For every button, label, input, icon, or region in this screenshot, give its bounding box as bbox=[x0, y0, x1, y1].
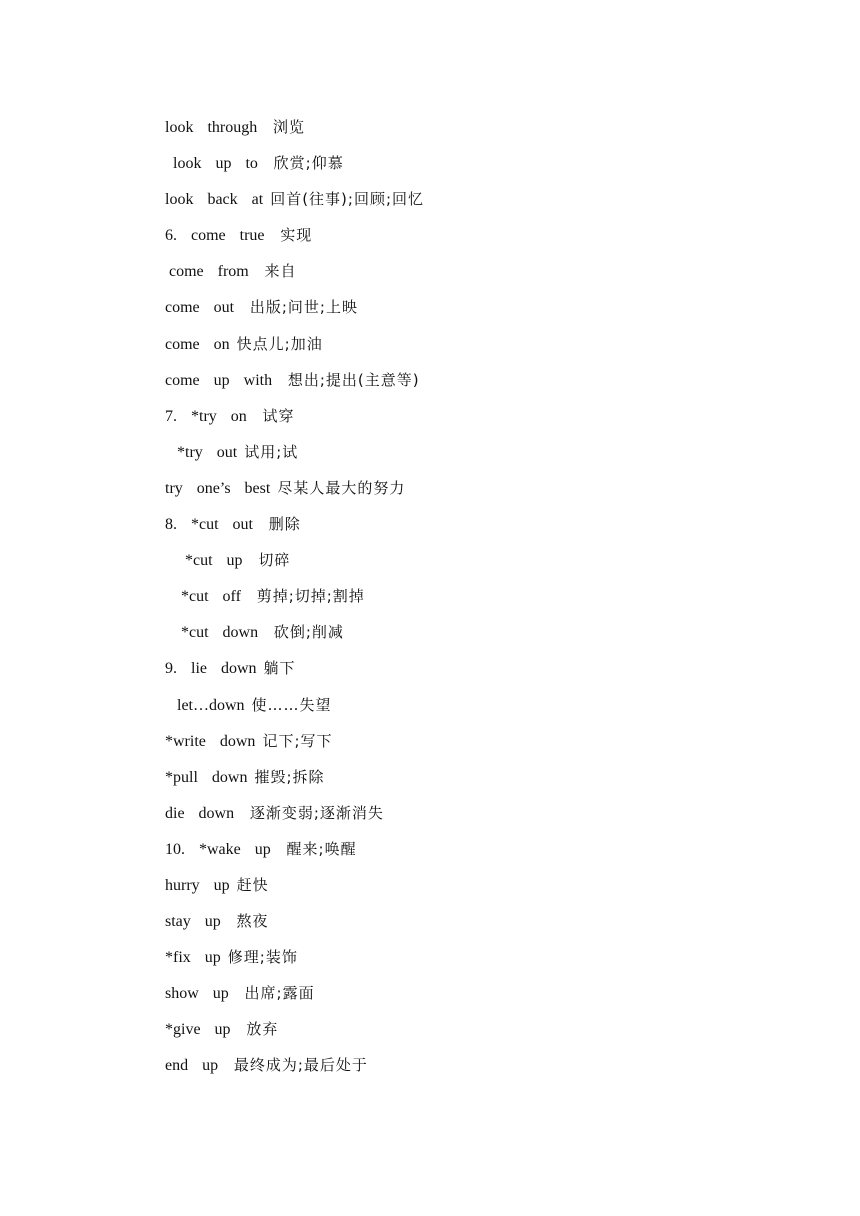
phrase-line bbox=[165, 116, 725, 152]
phrase-line bbox=[165, 802, 725, 838]
meaning-text: 躺下 bbox=[263, 659, 296, 678]
phrase-line bbox=[165, 1018, 725, 1054]
phrase-text: show up bbox=[165, 985, 236, 1003]
phrase-text: *fix up bbox=[165, 949, 228, 967]
meaning-text: 欣赏;仰慕 bbox=[264, 154, 344, 173]
phrase-line bbox=[165, 766, 725, 802]
meaning-text: 试穿 bbox=[253, 406, 295, 425]
phrase-line bbox=[165, 694, 725, 730]
meaning-text: 试用;试 bbox=[244, 442, 299, 461]
phrase-text: *write down bbox=[165, 732, 263, 750]
phrase-text: *try out bbox=[177, 443, 245, 461]
meaning-text: 实现 bbox=[271, 226, 313, 245]
phrase-text: come out bbox=[165, 299, 242, 317]
phrase-line bbox=[165, 1054, 725, 1090]
meaning-text: 出席;露面 bbox=[235, 984, 315, 1003]
meaning-text: 放弃 bbox=[237, 1020, 279, 1039]
phrase-text: hurry up bbox=[165, 876, 237, 894]
phrase-text: look back at bbox=[165, 191, 271, 209]
phrase-text: 10. *wake up bbox=[165, 840, 278, 858]
phrase-text: stay up bbox=[165, 913, 228, 931]
phrase-line bbox=[165, 910, 725, 946]
meaning-text: 出版;问世;上映 bbox=[241, 298, 358, 317]
phrase-line bbox=[165, 405, 725, 441]
phrase-line bbox=[165, 874, 725, 910]
phrase-text: *pull down bbox=[165, 768, 255, 786]
phrase-line bbox=[165, 946, 725, 982]
meaning-text: 熬夜 bbox=[227, 912, 269, 931]
phrase-line bbox=[165, 621, 725, 657]
phrase-line bbox=[165, 657, 725, 693]
meaning-text: 使……失望 bbox=[251, 695, 332, 714]
phrase-line bbox=[165, 585, 725, 621]
phrase-line bbox=[165, 513, 725, 549]
phrase-text: come from bbox=[169, 263, 256, 281]
phrase-text: 6. come true bbox=[165, 227, 272, 245]
meaning-text: 逐渐变弱;逐渐消失 bbox=[241, 803, 384, 822]
phrase-text: 8. *cut out bbox=[165, 516, 260, 534]
phrase-text: 9. lie down bbox=[165, 660, 264, 678]
meaning-text: 来自 bbox=[255, 262, 297, 281]
meaning-text: 醒来;唤醒 bbox=[277, 839, 357, 858]
meaning-text: 砍倒;削减 bbox=[265, 623, 344, 642]
meaning-text: 修理;装饰 bbox=[227, 948, 298, 967]
phrase-line bbox=[165, 730, 725, 766]
phrase-text: let…down bbox=[177, 696, 252, 714]
phrase-line bbox=[165, 152, 725, 188]
meaning-text: 剪掉;切掉;割掉 bbox=[247, 587, 365, 606]
phrase-text: *cut off bbox=[181, 588, 248, 606]
phrase-text: come on bbox=[165, 335, 237, 353]
phrase-line bbox=[165, 549, 725, 585]
phrase-line bbox=[165, 477, 725, 513]
meaning-text: 赶快 bbox=[236, 875, 269, 894]
phrase-line bbox=[165, 369, 725, 405]
phrase-text: 7. *try on bbox=[165, 407, 254, 425]
phrase-line bbox=[165, 224, 725, 260]
phrase-text: end up bbox=[165, 1057, 226, 1075]
phrase-text: *give up bbox=[165, 1021, 238, 1039]
phrase-line bbox=[165, 441, 725, 477]
phrase-line bbox=[165, 982, 725, 1018]
meaning-text: 快点儿;加油 bbox=[236, 334, 323, 353]
meaning-text: 最终成为;最后处于 bbox=[225, 1056, 368, 1075]
phrase-list bbox=[165, 116, 725, 1091]
phrase-text: try one’s best bbox=[165, 479, 278, 497]
meaning-text: 摧毁;拆除 bbox=[254, 767, 325, 786]
meaning-text: 切碎 bbox=[249, 551, 291, 570]
meaning-text: 想出;提出(主意等) bbox=[279, 370, 420, 389]
meaning-text: 尽某人最大的努力 bbox=[277, 478, 406, 497]
phrase-line bbox=[165, 260, 725, 296]
phrase-text: look up to bbox=[173, 155, 265, 173]
phrase-text: come up with bbox=[165, 371, 280, 389]
phrase-text: *cut down bbox=[181, 624, 266, 642]
phrase-text: *cut up bbox=[185, 552, 250, 570]
meaning-text: 回首(往事);回顾;回忆 bbox=[270, 190, 425, 209]
meaning-text: 删除 bbox=[260, 515, 301, 534]
phrase-line bbox=[165, 296, 725, 332]
phrase-line bbox=[165, 333, 725, 369]
meaning-text: 记下;写下 bbox=[262, 731, 333, 750]
phrase-line bbox=[165, 188, 725, 224]
phrase-text: die down bbox=[165, 804, 242, 822]
phrase-text: look through bbox=[165, 119, 265, 136]
phrase-line bbox=[165, 838, 725, 874]
meaning-text: 浏览 bbox=[264, 118, 305, 136]
